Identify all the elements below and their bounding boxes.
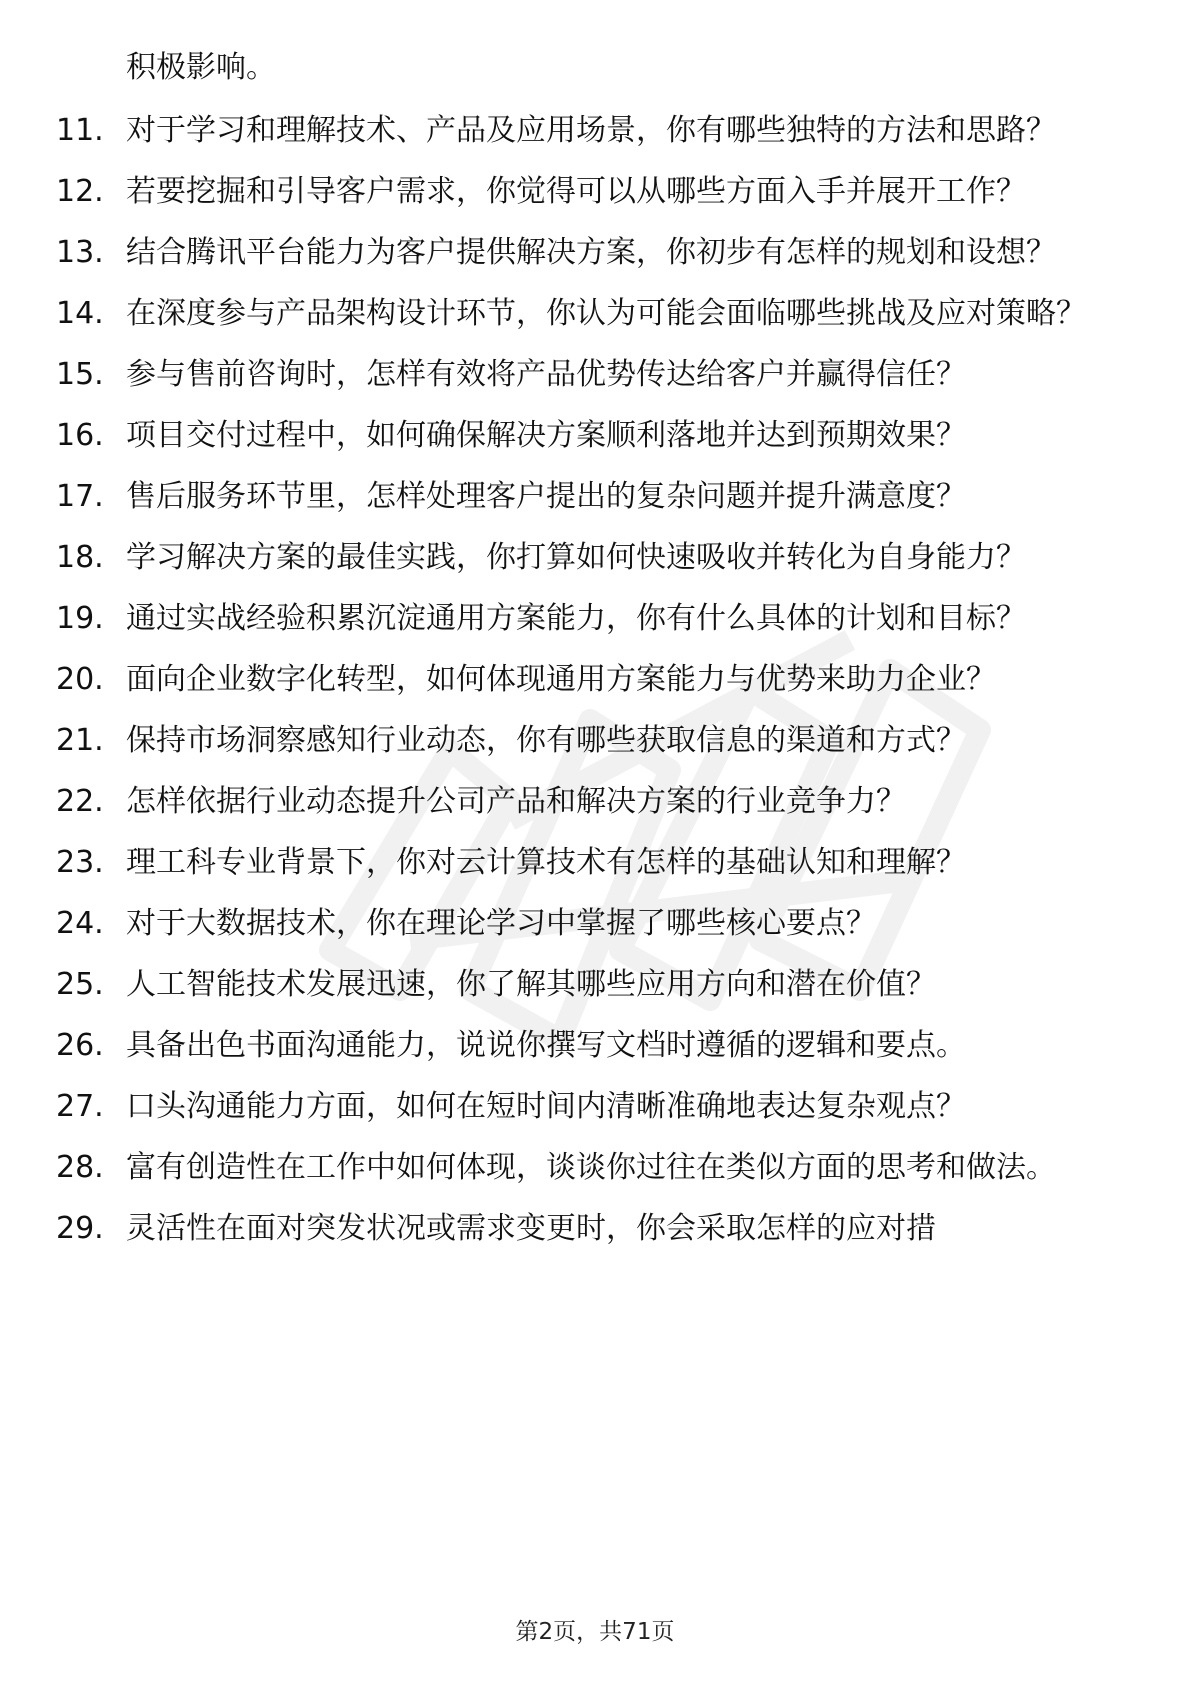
item-text: 灵活性在面对突发状况或需求变更时，你会采取怎样的应对措 (126, 1211, 936, 1246)
list-item (56, 845, 1136, 881)
item-text: 人工智能技术发展迅速，你了解其哪些应用方向和潜在价值？ (126, 967, 936, 1002)
list-item (56, 479, 1136, 515)
item-text: 对于大数据技术，你在理论学习中掌握了哪些核心要点？ (126, 906, 876, 941)
item-number: 28. (56, 1150, 104, 1185)
item-text: 怎样依据行业动态提升公司产品和解决方案的行业竞争力？ (126, 784, 906, 819)
list-item (56, 174, 1136, 210)
item-text: 学习解决方案的最佳实践，你打算如何快速吸收并转化为自身能力？ (126, 540, 1026, 575)
list-item (56, 967, 1136, 1003)
list-item (56, 784, 1136, 820)
item-text: 富有创造性在工作中如何体现，谈谈你过往在类似方面的思考和做法。 (126, 1150, 1056, 1185)
item-number: 17. (56, 479, 104, 514)
item-number: 19. (56, 601, 104, 636)
list-item (56, 418, 1136, 454)
item-number: 23. (56, 845, 104, 880)
item-number: 11. (56, 113, 104, 148)
item-number: 20. (56, 662, 104, 697)
item-number: 16. (56, 418, 104, 453)
list-item (56, 1028, 1136, 1064)
list-item (56, 540, 1136, 576)
page-number-footer: 第2页，共71页 (515, 1619, 675, 1645)
item-number: 15. (56, 357, 104, 392)
item-text: 理工科专业背景下，你对云计算技术有怎样的基础认知和理解？ (126, 845, 966, 880)
item-text: 在深度参与产品架构设计环节，你认为可能会面临哪些挑战及应对策略？ (126, 296, 1086, 331)
list-item (56, 723, 1136, 759)
list-item (56, 235, 1136, 271)
item-number: 29. (56, 1211, 104, 1246)
continuation-text: 积极影响。 (126, 50, 276, 85)
item-text: 通过实战经验积累沉淀通用方案能力，你有什么具体的计划和目标？ (126, 601, 1026, 636)
item-number: 21. (56, 723, 104, 758)
item-number: 14. (56, 296, 104, 331)
item-text: 售后服务环节里，怎样处理客户提出的复杂问题并提升满意度？ (126, 479, 966, 514)
item-number: 27. (56, 1089, 104, 1124)
list-item (56, 662, 1136, 698)
list-item (56, 357, 1136, 393)
list-item (56, 906, 1136, 942)
item-number: 22. (56, 784, 104, 819)
item-number: 18. (56, 540, 104, 575)
item-number: 25. (56, 967, 104, 1002)
item-number: 26. (56, 1028, 104, 1063)
list-item (56, 601, 1136, 637)
list-item (56, 1211, 1136, 1247)
item-text: 项目交付过程中，如何确保解决方案顺利落地并达到预期效果？ (126, 418, 966, 453)
list-item (56, 113, 1136, 149)
list-item (56, 1150, 1136, 1186)
question-list (56, 113, 1136, 1272)
item-number: 13. (56, 235, 104, 270)
list-item (56, 296, 1136, 332)
item-text: 对于学习和理解技术、产品及应用场景，你有哪些独特的方法和思路？ (126, 113, 1056, 148)
item-number: 12. (56, 174, 104, 209)
item-text: 结合腾讯平台能力为客户提供解决方案，你初步有怎样的规划和设想？ (126, 235, 1056, 270)
item-text: 若要挖掘和引导客户需求，你觉得可以从哪些方面入手并展开工作？ (126, 174, 1026, 209)
item-text: 口头沟通能力方面，如何在短时间内清晰准确地表达复杂观点？ (126, 1089, 966, 1124)
list-item (56, 1089, 1136, 1125)
item-text: 具备出色书面沟通能力，说说你撰写文档时遵循的逻辑和要点。 (126, 1028, 966, 1063)
item-number: 24. (56, 906, 104, 941)
item-text: 面向企业数字化转型，如何体现通用方案能力与优势来助力企业？ (126, 662, 996, 697)
item-text: 参与售前咨询时，怎样有效将产品优势传达给客户并赢得信任？ (126, 357, 966, 392)
item-text: 保持市场洞察感知行业动态，你有哪些获取信息的渠道和方式？ (126, 723, 966, 758)
